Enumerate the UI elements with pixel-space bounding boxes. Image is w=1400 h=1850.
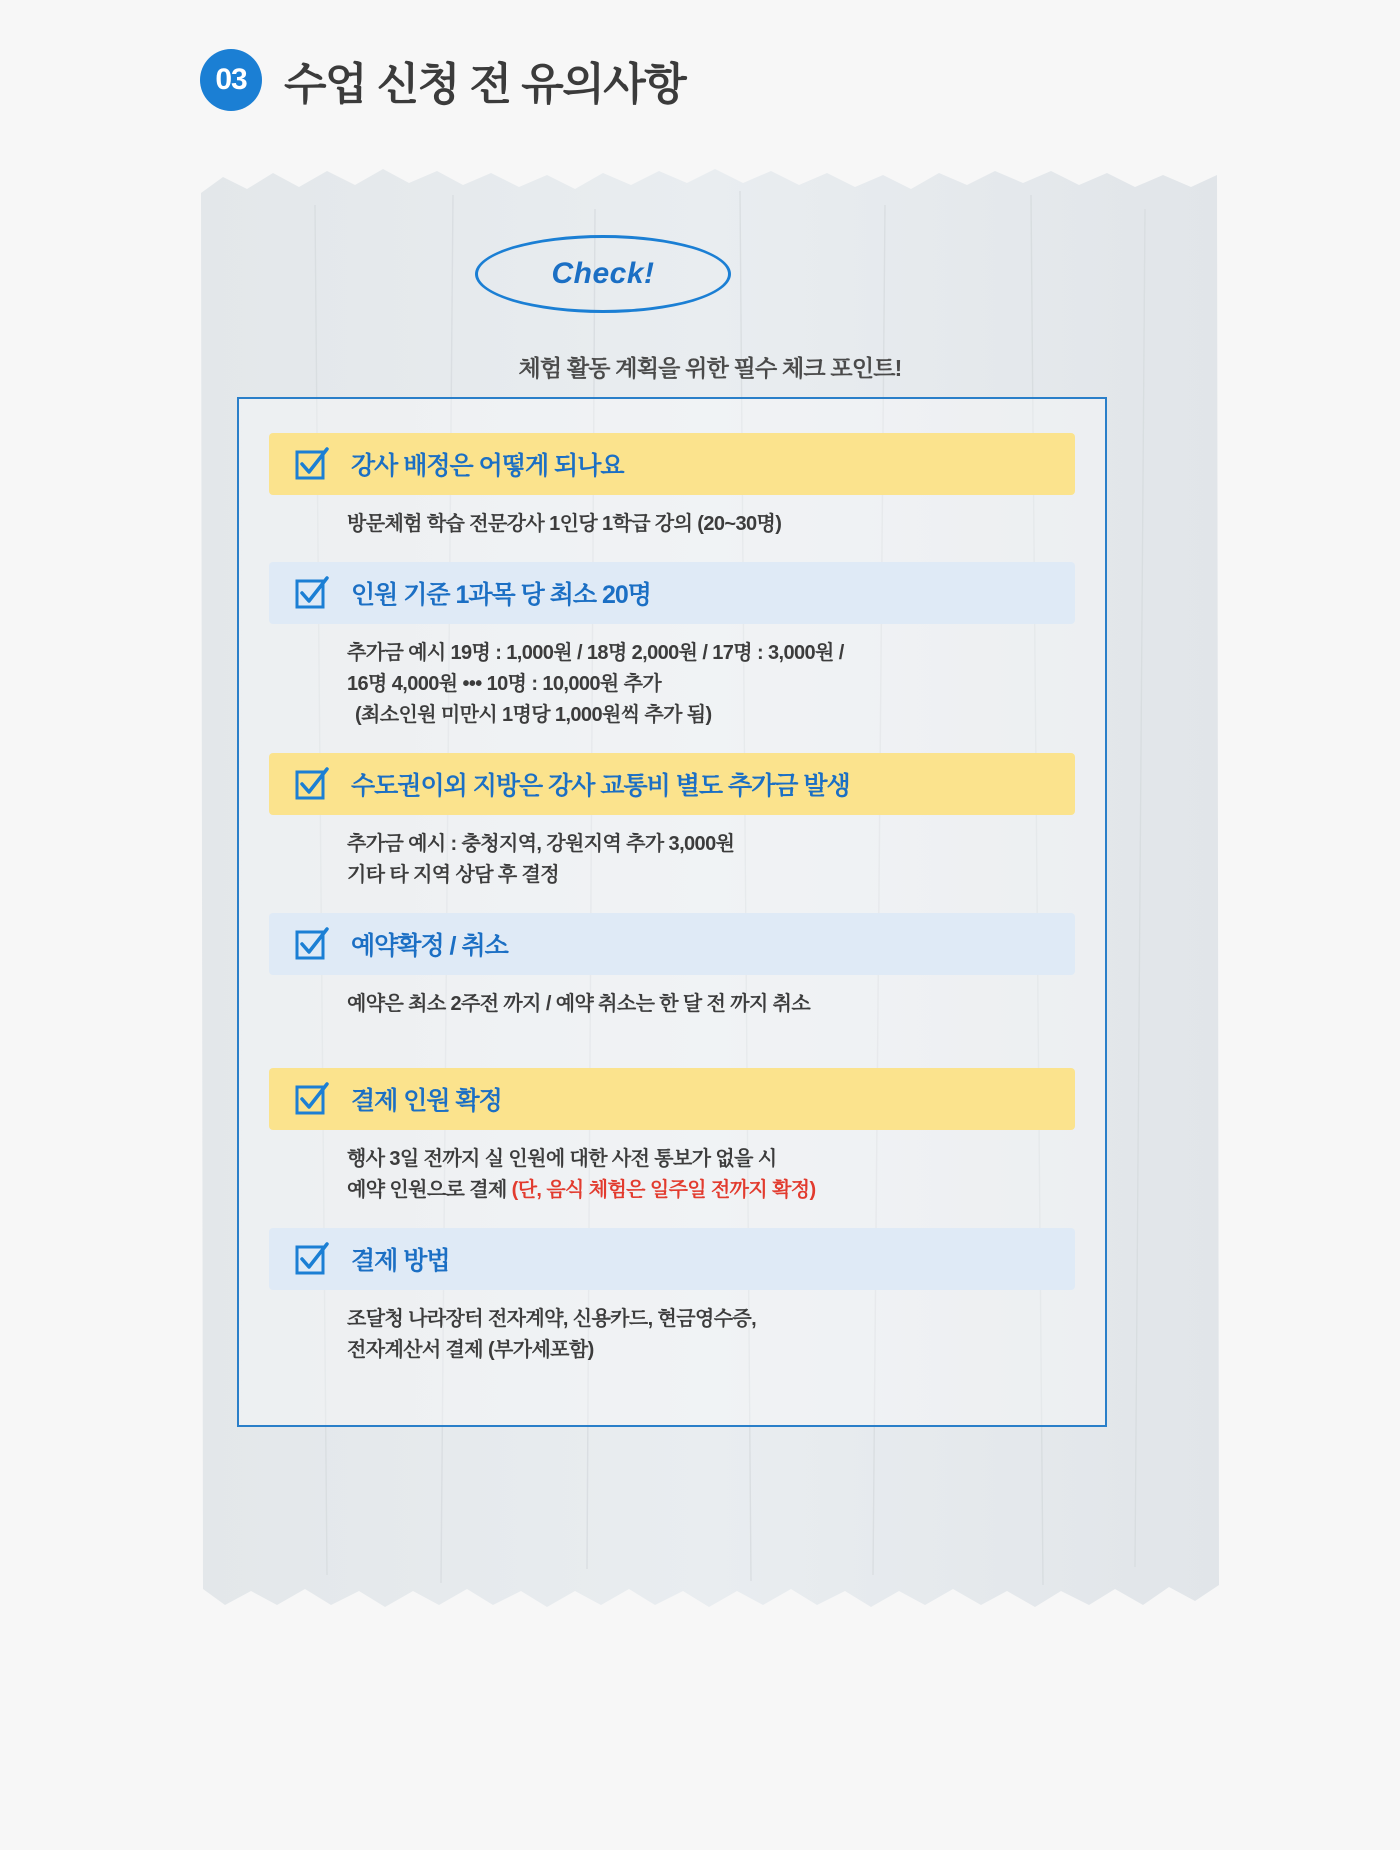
checklist-item-body xyxy=(269,1290,1075,1384)
section-number-badge: 03 xyxy=(200,49,262,111)
checklist-item-line: 조달청 나라장터 전자계약, 신용카드, 현금영수증, xyxy=(347,1308,757,1330)
checkbox-checked-icon xyxy=(295,767,329,801)
check-badge xyxy=(475,235,731,313)
checklist-item-line: 방문체험 학습 전문강사 1인당 1학급 강의 (20~30명) xyxy=(347,513,782,535)
checklist-item-header xyxy=(269,753,1075,815)
checklist-item-line: 추가금 예시 19명 : 1,000원 / 18명 2,000원 / 17명 : 3,000원 / xyxy=(347,642,844,664)
checklist-item-line-warning: (단, 음식 체험은 일주일 전까지 확정) xyxy=(511,1179,816,1201)
checkbox-checked-icon xyxy=(295,1082,329,1116)
checklist-item-body xyxy=(269,975,1075,1038)
checklist-item-header xyxy=(269,562,1075,624)
checklist-item-body xyxy=(269,495,1075,558)
checklist-item-title: 인원 기준 1과목 당 최소 20명 xyxy=(351,581,651,609)
checklist-item-line: (최소인원 미만시 1명당 1,000원씩 추가 됨) xyxy=(355,704,712,726)
checklist-item xyxy=(269,913,1075,1038)
checklist-item-body xyxy=(269,815,1075,909)
torn-paper-panel xyxy=(195,165,1225,1615)
checkbox-checked-icon xyxy=(295,576,329,610)
checklist-container xyxy=(237,397,1107,1427)
checklist-item-line-highlighted xyxy=(347,1175,1075,1206)
checklist-item-title: 결제 인원 확정 xyxy=(351,1087,502,1115)
page-header xyxy=(200,48,685,112)
checklist-item-title: 강사 배정은 어떻게 되나요 xyxy=(351,452,624,480)
checkbox-checked-icon xyxy=(295,927,329,961)
checklist-item-title: 수도권이외 지방은 강사 교통비 별도 추가금 발생 xyxy=(351,772,850,800)
checklist-item-title: 결제 방법 xyxy=(351,1247,450,1275)
checklist-item-line: 16명 4,000원 ••• 10명 : 10,000원 추가 xyxy=(347,673,662,695)
checklist-item-line: 예약은 최소 2주전 까지 / 예약 취소는 한 달 전 까지 취소 xyxy=(347,993,811,1015)
checklist-item-header xyxy=(269,913,1075,975)
checklist-item-body xyxy=(269,1130,1075,1224)
page-title: 수업 신청 전 유의사항 xyxy=(284,60,686,109)
checklist-item xyxy=(269,1068,1075,1224)
checklist-item xyxy=(269,433,1075,558)
checklist-item xyxy=(269,562,1075,749)
checklist-item-line: 추가금 예시 : 충청지역, 강원지역 추가 3,000원 xyxy=(347,833,735,855)
checklist-item-line: 행사 3일 전까지 실 인원에 대한 사전 통보가 없을 시 xyxy=(347,1148,777,1170)
checklist-item-header xyxy=(269,433,1075,495)
checklist-item-line: 전자계산서 결제 (부가세포함) xyxy=(347,1339,594,1361)
checklist-item-header xyxy=(269,1068,1075,1130)
check-badge-label: Check! xyxy=(551,257,655,290)
subtitle-text: 체험 활동 계획을 위한 필수 체크 포인트! xyxy=(518,355,902,381)
checklist-item-line-prefix: 예약 인원으로 결제 xyxy=(347,1179,512,1201)
checkbox-checked-icon xyxy=(295,1242,329,1276)
checklist-item-header xyxy=(269,1228,1075,1290)
checklist-item xyxy=(269,1228,1075,1384)
checklist-item xyxy=(269,753,1075,909)
checkbox-checked-icon xyxy=(295,447,329,481)
checklist-item-line: 기타 타 지역 상담 후 결정 xyxy=(347,864,559,886)
section-spacer xyxy=(269,1042,1075,1068)
checklist-item-title: 예약확정 / 취소 xyxy=(351,932,508,960)
checklist-item-body xyxy=(269,624,1075,749)
